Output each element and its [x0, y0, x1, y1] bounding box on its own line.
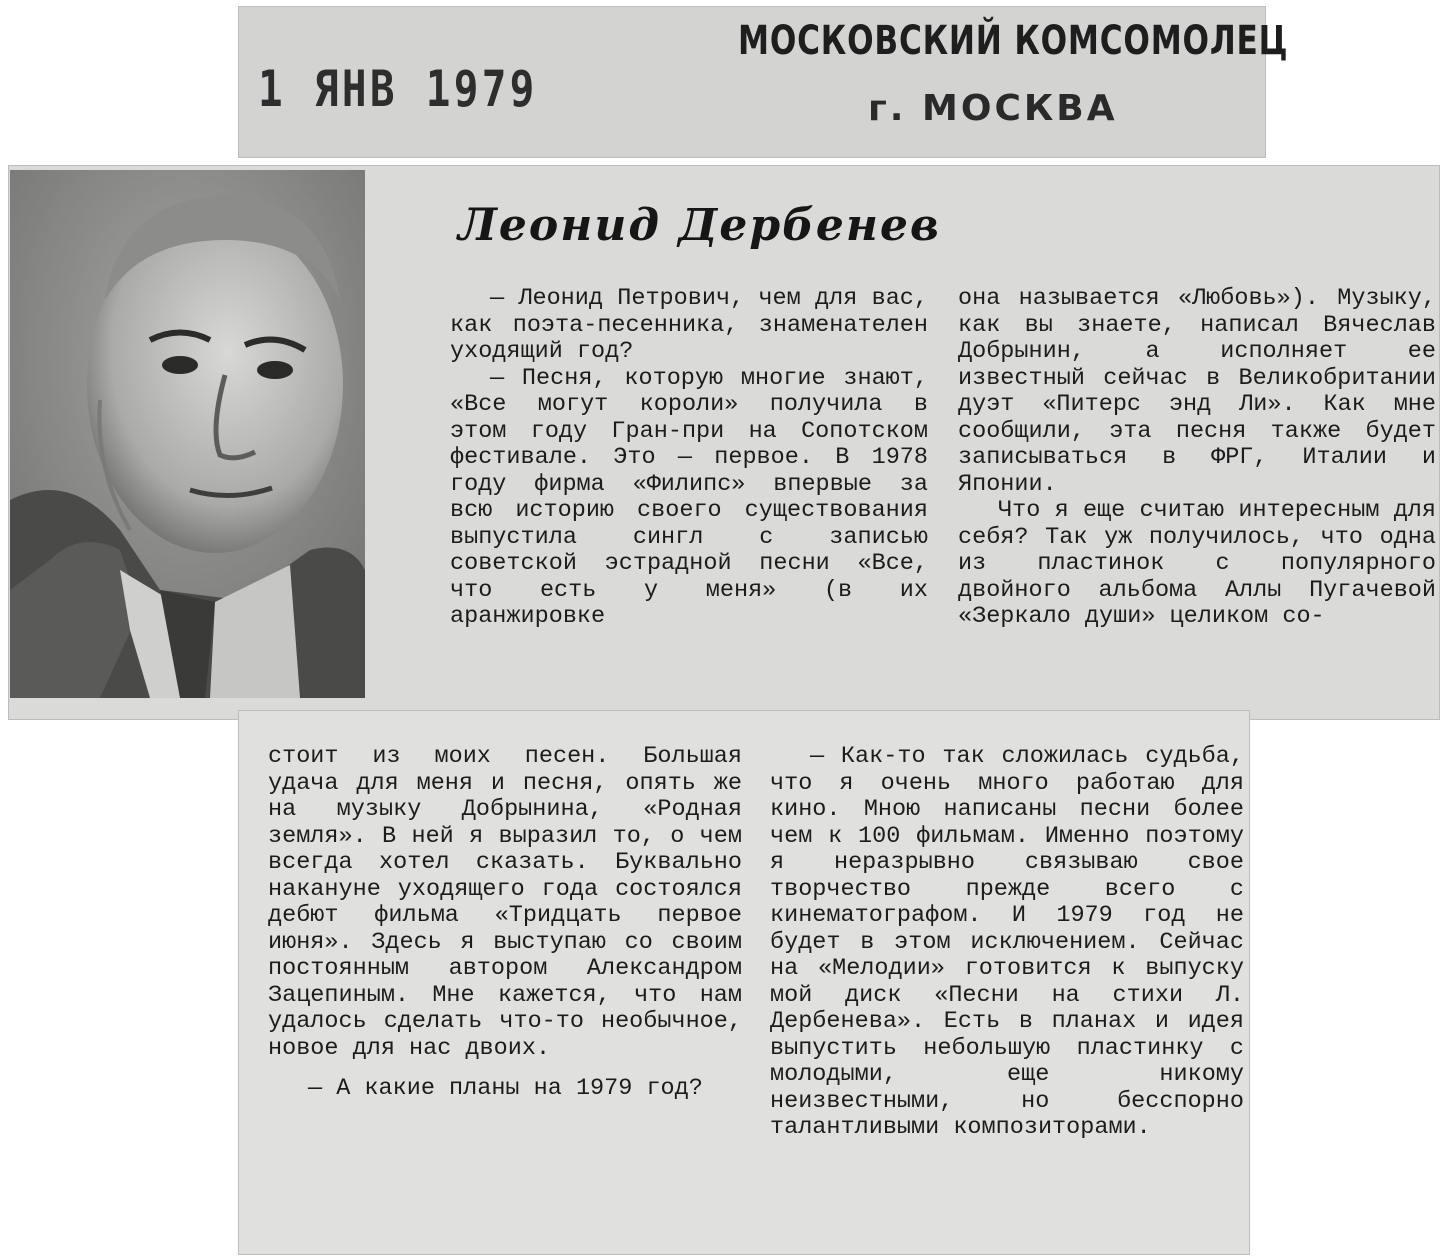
article-column-2: [958, 286, 1436, 631]
paragraph: — Как-то так сложилась судьба, что я очень много работаю для кино. Мною написаны песни более чем к 100 фильмам. Именно поэтому я неразрывно связываю свое творчество прежде всего с кинематографом. И 1979 год не будет в этом исключением. Сейчас на «Мелодии» готовится к выпуску мой диск «Песни на стихи Л. Дербенева». Есть в планах и идея выпустить небольшую пластинку с молодыми, еще никому неизвестными, но бесспорно талантливыми композиторами.: [770, 743, 1244, 1141]
portrait-photo: [10, 170, 365, 698]
paragraph: Что я еще считаю интересным для себя? Так уж получилось, что одна из пластинок с популярного двойного альбома Аллы Пугачевой «Зеркало души» целиком со-: [958, 497, 1436, 630]
article-column-1: [450, 286, 928, 631]
article-column-3: [268, 744, 742, 1103]
paragraph: — Песня, которую многие знают, «Все могут короли» получила в этом году Гран-при на Сопотском фестивале. Это — первое. В 1978 году фирма «Филипс» впервые за всю историю своего существования выпустила сингл с записью советской эстрадной песни «Все, что есть у меня» (в их аранжировке: [450, 364, 928, 630]
paragraph: — Леонид Петрович, чем для вас, как поэта-песенника, знаменателен уходящий год?: [450, 285, 928, 365]
city-stamp: г. МОСКВА: [868, 88, 1118, 129]
newspaper-name-stamp: МОСКОВСКИЙ КОМСОМОЛЕЦ: [738, 18, 1289, 64]
date-stamp: 1 ЯНВ 1979: [258, 60, 538, 118]
article-title: Леонид Дербенев: [458, 200, 941, 251]
question-paragraph: — А какие планы на 1979 год?: [308, 1075, 703, 1102]
paragraph: она называется «Любовь»). Музыку, как вы знаете, написал Вячеслав Добрынин, а исполняет ее известный сейчас в Великобритании дуэт «Питерс энд Ли». Как мне сообщили, эта песня также будет записываться в ФРГ, Италии и Японии.: [958, 285, 1436, 498]
article-column-4: [770, 744, 1244, 1142]
paragraph: стоит из моих песен. Большая удача для меня и песня, опять же на музыку Добрынина, «Родная земля». В ней я выразил то, о чем всегда хотел сказать. Буквально накануне уходящего года состоялся дебют фильма «Тридцать первое июня». Здесь я выступаю со своим постоянным автором Александром Зацепиным. Мне кажется, что нам удалось сделать что-то необычное, новое для нас двоих.: [268, 743, 742, 1062]
